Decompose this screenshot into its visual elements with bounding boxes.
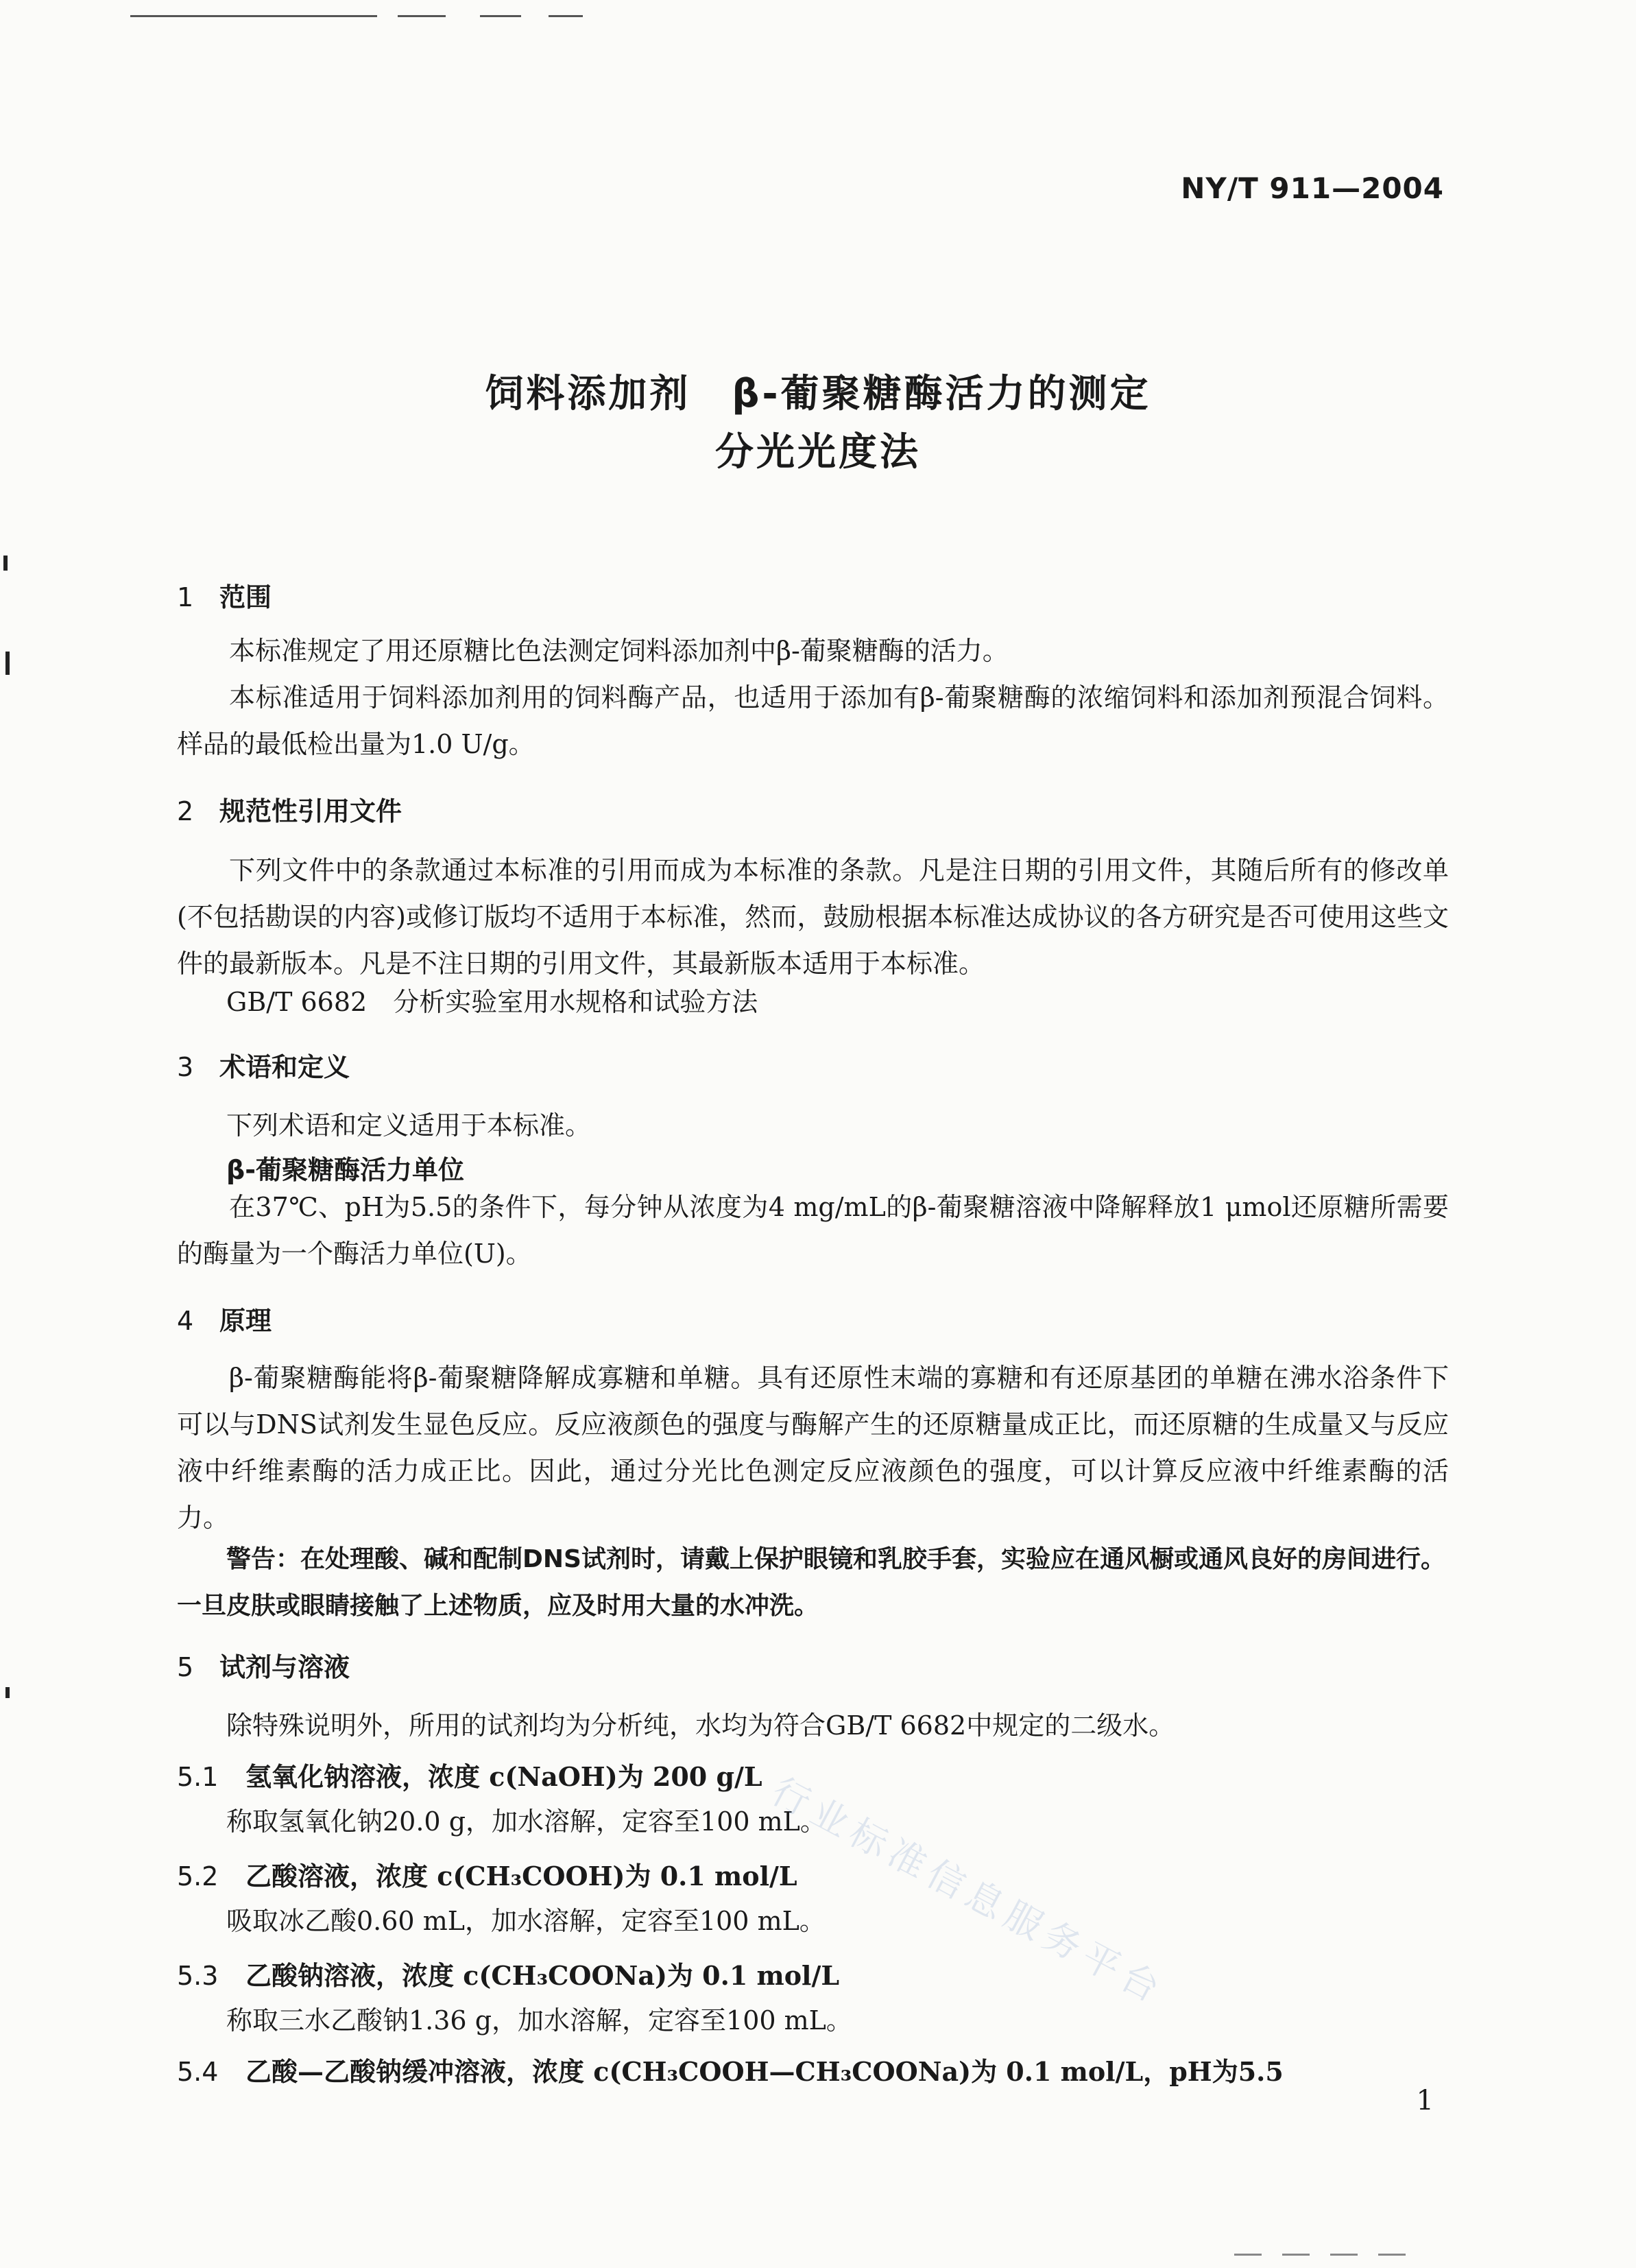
section-number: 2 bbox=[177, 796, 194, 826]
scan-edge-line bbox=[1330, 2254, 1358, 2256]
subclause-title: 乙酸钠溶液，浓度 c(CH₃COONa)为 0.1 mol/L bbox=[245, 1960, 840, 1991]
section-number: 3 bbox=[177, 1052, 194, 1082]
section-number: 5 bbox=[177, 1652, 194, 1682]
watermark: 行业标准信息服务平台 bbox=[765, 1769, 1172, 2014]
scan-edge-line bbox=[480, 15, 521, 17]
scan-edge-line bbox=[130, 15, 377, 17]
subclause-number: 5.4 bbox=[177, 2057, 219, 2087]
section-heading-4 bbox=[177, 1300, 272, 1337]
page-number: 1 bbox=[1416, 2085, 1434, 2116]
paragraph: 本标准规定了用还原糖比色法测定饲料添加剂中β-葡聚糖酶的活力。 bbox=[229, 636, 1009, 666]
section-heading-3 bbox=[177, 1046, 350, 1084]
scan-edge-mark bbox=[5, 1687, 10, 1698]
scan-edge-line bbox=[1234, 2254, 1262, 2256]
section-title: 规范性引用文件 bbox=[219, 796, 402, 826]
paragraph: 下列术语和定义适用于本标准。 bbox=[226, 1110, 592, 1141]
paragraph: 本标准适用于饲料添加剂用的饲料酶产品，也适用于添加有β-葡聚糖酶的浓缩饲料和添加剂预混合饲料。样品的最低检出量为1.0 U/g。 bbox=[177, 682, 1449, 759]
subclause-heading bbox=[177, 1955, 839, 1992]
scan-edge-mark bbox=[5, 652, 10, 675]
paragraph: β-葡聚糖酶能将β-葡聚糖降解成寡糖和单糖。具有还原性末端的寡糖和有还原基团的单糖在沸水浴条件下可以与DNS试剂发生显色反应。反应液颜色的强度与酶解产生的还原糖量成正比，而还原糖的生成量又与反应液中纤维素酶的活力成正比。因此，通过分光比色测定反应液颜色的强度，可以计算反应液中纤维素酶的活力。 bbox=[177, 1363, 1449, 1533]
term-definition: 在37℃、pH为5.5的条件下，每分钟从浓度为4 mg/mL的β-葡聚糖溶液中降解释放1 μmol还原糖所需要的酶量为一个酶活力单位(U)。 bbox=[177, 1192, 1449, 1269]
document-title-line2: 分光光度法 bbox=[715, 430, 921, 475]
term-heading: β-葡聚糖酶活力单位 bbox=[226, 1155, 464, 1185]
subclause-body: 称取氢氧化钠20.0 g，加水溶解，定容至100 mL。 bbox=[226, 1806, 826, 1837]
subclause-title: 氢氧化钠溶液，浓度 c(NaOH)为 200 g/L bbox=[245, 1761, 762, 1792]
scan-edge-line bbox=[1378, 2254, 1406, 2256]
section-heading-2 bbox=[177, 790, 402, 828]
standard-number: NY/T 911—2004 bbox=[1181, 171, 1444, 205]
subclause-number: 5.1 bbox=[177, 1762, 219, 1792]
paragraph: 下列文件中的条款通过本标准的引用而成为本标准的条款。凡是注日期的引用文件，其随后所有的修改单(不包括勘误的内容)或修订版均不适用于本标准，然而，鼓励根据本标准达成协议的各方研究是否可使用这些文件的最新版本。凡是不注日期的引用文件，其最新版本适用于本标准。 bbox=[177, 855, 1449, 979]
section-title: 术语和定义 bbox=[219, 1052, 350, 1082]
paragraph: 除特殊说明外，所用的试剂均为分析纯，水均为符合GB/T 6682中规定的二级水。 bbox=[226, 1710, 1175, 1741]
document-title-line1: 饲料添加剂 β-葡聚糖酶活力的测定 bbox=[485, 372, 1151, 416]
subclause-heading bbox=[177, 2051, 1284, 2088]
subclause-body: 吸取冰乙酸0.60 mL，加水溶解，定容至100 mL。 bbox=[226, 1906, 826, 1936]
subclause-number: 5.2 bbox=[177, 1861, 219, 1891]
subclause-title: 乙酸溶液，浓度 c(CH₃COOH)为 0.1 mol/L bbox=[245, 1861, 797, 1891]
section-title: 范围 bbox=[219, 582, 272, 612]
subclause-heading bbox=[177, 1855, 797, 1893]
scan-edge-line bbox=[1282, 2254, 1310, 2256]
subclause-number: 5.3 bbox=[177, 1961, 219, 1991]
subclause-body: 称取三水乙酸钠1.36 g，加水溶解，定容至100 mL。 bbox=[226, 2005, 852, 2036]
scan-edge-line bbox=[549, 15, 583, 17]
scan-edge-line bbox=[398, 15, 446, 17]
warning-text: 警告：在处理酸、碱和配制DNS试剂时，请戴上保护眼镜和乳胶手套，实验应在通风橱或通风良好的房间进行。一旦皮肤或眼睛接触了上述物质，应及时用大量的水冲洗。 bbox=[177, 1545, 1445, 1620]
section-title: 试剂与溶液 bbox=[219, 1652, 350, 1682]
subclause-heading bbox=[177, 1756, 762, 1793]
section-heading-5 bbox=[177, 1646, 350, 1684]
section-title: 原理 bbox=[219, 1306, 272, 1336]
normative-reference: GB/T 6682 分析实验室用水规格和试验方法 bbox=[226, 987, 758, 1017]
section-number: 1 bbox=[177, 582, 194, 612]
subclause-title: 乙酸—乙酸钠缓冲溶液，浓度 c(CH₃COOH—CH₃COONa)为 0.1 mol/L，pH为5.5 bbox=[245, 2056, 1284, 2087]
scan-edge-mark bbox=[3, 556, 8, 571]
section-number: 4 bbox=[177, 1306, 194, 1336]
section-heading-1 bbox=[177, 576, 272, 614]
